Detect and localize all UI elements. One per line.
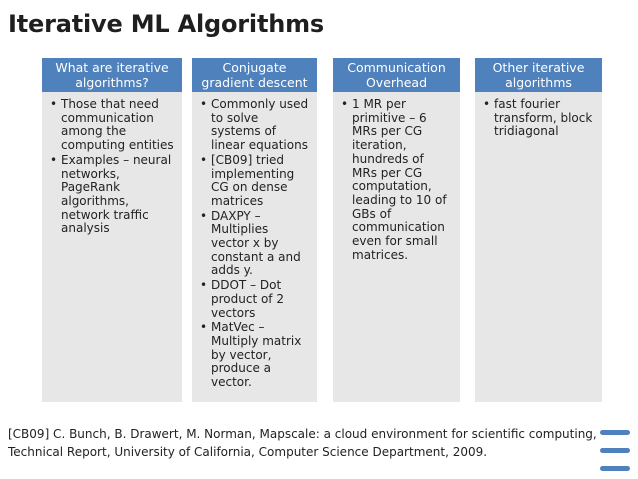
bullet-item: • Commonly used to solve systems of linear equations: [211, 98, 309, 153]
bullet-item: • DAXPY – Multiplies vector x by constant a and adds y.: [211, 210, 309, 279]
bullet-item: • Examples – neural networks, PageRank algorithms, network traffic analysis: [61, 154, 174, 236]
reference-footnote: [CB09] C. Bunch, B. Drawert, M. Norman, Mapscale: a cloud environment for scientific computing, Technical Report, University of California, Computer Science Department, 2009.: [8, 427, 597, 459]
column-header: Other iterative algorithms: [475, 58, 602, 92]
bullet-item: • Those that need communication among the computing entities: [61, 98, 174, 153]
column-communication-overhead: [333, 58, 460, 402]
bullet-item: • MatVec – Multiply matrix by vector, produce a vector.: [211, 321, 309, 390]
bullet-list: [483, 98, 594, 139]
bullet-list: [50, 98, 174, 236]
bullet-item: • DDOT – Dot product of 2 vectors: [211, 279, 309, 320]
bullet-list: [341, 98, 452, 262]
bullet-item: • [CB09] tried implementing CG on dense matrices: [211, 154, 309, 209]
column-iterative-algorithms: [42, 58, 182, 402]
bullet-item: • 1 MR per primitive – 6 MRs per CG iteration, hundreds of MRs per CG computation, leading to 10 of GBs of communication even for small matrices.: [352, 98, 452, 262]
column-header: Communication Overhead: [333, 58, 460, 92]
column-header: What are iterative algorithms?: [42, 58, 182, 92]
column-conjugate-gradient: [192, 58, 317, 402]
menu-icon[interactable]: [600, 430, 630, 472]
column-other-algorithms: [475, 58, 602, 402]
slide-title: Iterative ML Algorithms: [8, 10, 325, 38]
bullet-list: [200, 98, 309, 390]
column-header: Conjugate gradient descent: [192, 58, 317, 92]
bullet-item: • fast fourier transform, block tridiagonal: [494, 98, 594, 139]
